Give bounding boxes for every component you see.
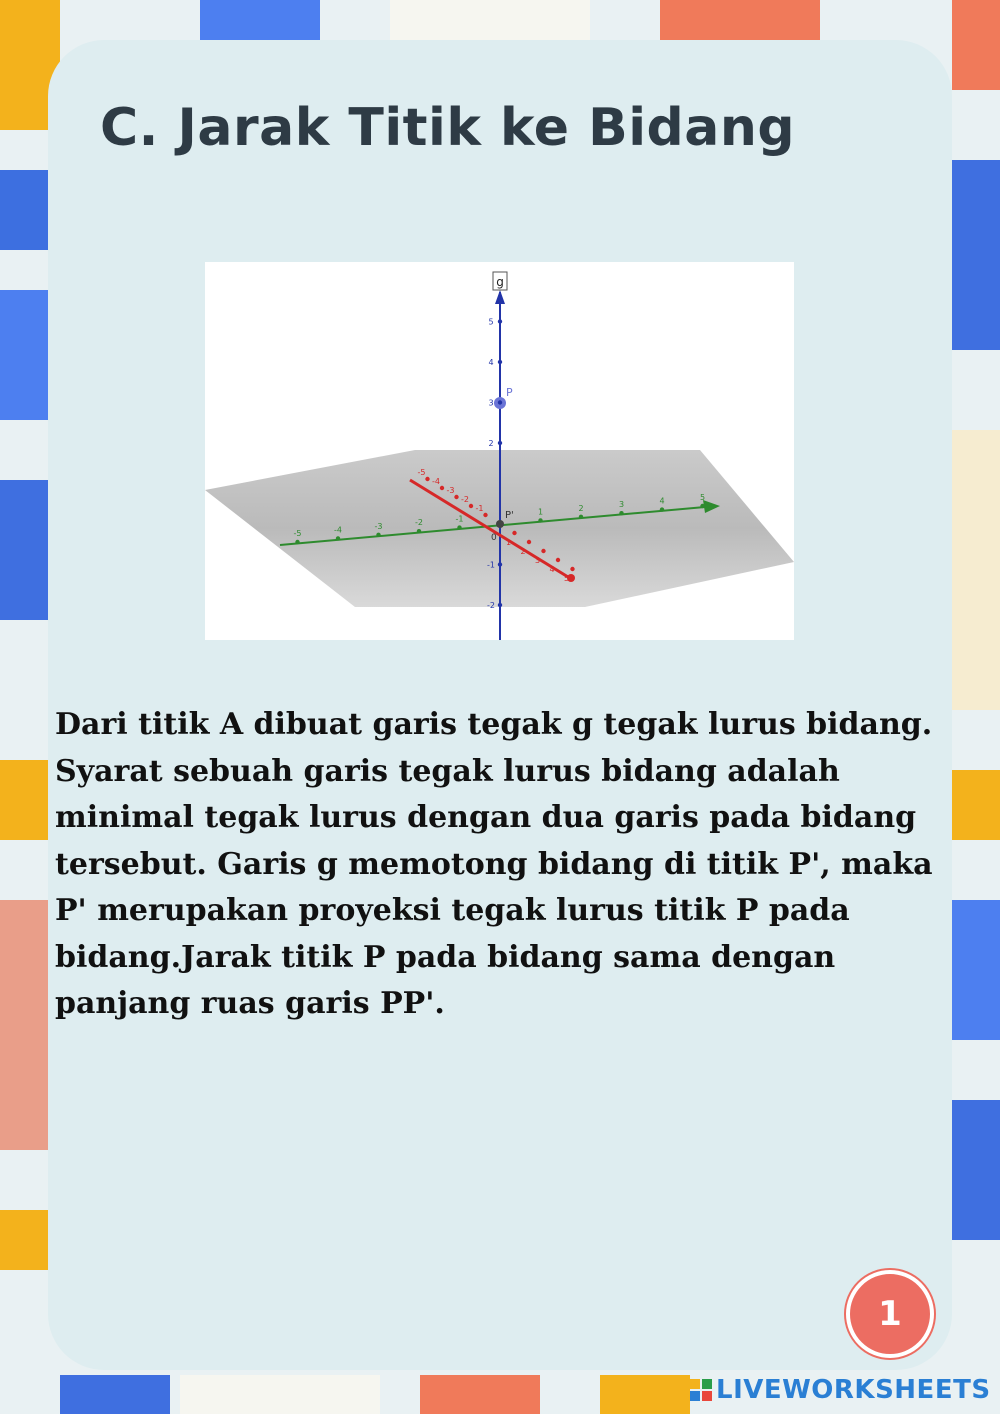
red-axis-tick-label: -5: [417, 468, 426, 477]
red-axis-tick-label: 5: [563, 574, 570, 583]
green-axis-tick-label: 2: [578, 503, 584, 513]
deco-shape: [952, 1100, 1000, 1240]
vertical-axis-tick-label: 5: [488, 317, 494, 327]
red-axis-tick: [512, 531, 516, 535]
green-axis-tick-label: 1: [537, 507, 544, 517]
green-axis-tick: [295, 540, 299, 544]
point-p-label: P: [506, 386, 513, 399]
green-axis-tick: [336, 536, 340, 540]
deco-shape: [60, 1375, 170, 1414]
green-axis-tick: [376, 533, 380, 537]
red-axis-tick-label: 4: [549, 565, 555, 574]
red-axis-tick: [541, 549, 545, 553]
green-axis-tick-label: -1: [455, 514, 464, 524]
vertical-axis-tick: [498, 360, 502, 364]
deco-shape: [952, 160, 1000, 350]
deco-grid-paper: [390, 0, 590, 40]
deco-shape: [200, 0, 320, 40]
red-axis-tick: [425, 477, 429, 481]
deco-shape: [952, 900, 1000, 1040]
green-axis-tick: [579, 515, 583, 519]
page-number-badge: 1: [846, 1270, 934, 1358]
line-g-arrow: [495, 290, 505, 304]
vertical-axis-tick: [498, 441, 502, 445]
green-axis-tick: [660, 507, 664, 511]
deco-ruler: [952, 430, 1000, 710]
deco-shape: [952, 770, 1000, 840]
brand-text: LIVEWORKSHEETS: [716, 1375, 991, 1405]
origin-label: 0: [491, 533, 497, 543]
green-axis-tick: [457, 525, 461, 529]
green-axis-tick: [619, 511, 623, 515]
point-p-prime-label: P': [505, 510, 514, 521]
green-axis-tick-label: 5: [699, 493, 706, 502]
vertical-axis-tick-label: 4: [488, 358, 494, 367]
deco-shape: [660, 0, 820, 40]
vertical-axis-tick: [498, 400, 502, 404]
green-axis-tick-label: -4: [334, 525, 342, 535]
vertical-axis-tick-label: -1: [487, 560, 495, 570]
deco-shape: [600, 1375, 690, 1414]
line-g-label: g: [496, 275, 504, 289]
deco-abacus: [0, 900, 48, 1150]
green-axis-tick-label: -3: [374, 521, 383, 531]
red-axis-tick-label: -3: [446, 486, 455, 495]
green-axis-tick-label: 3: [618, 500, 625, 510]
red-axis-tick: [556, 558, 560, 562]
red-axis-tick: [570, 567, 574, 571]
vertical-axis-tick: [498, 319, 502, 323]
red-axis-tick: [469, 504, 473, 508]
red-axis-tick: [454, 495, 458, 499]
red-axis-tick: [483, 513, 487, 517]
page-title: C. Jarak Titik ke Bidang: [100, 98, 796, 158]
deco-shape: [0, 1210, 48, 1270]
point-p-prime: [496, 520, 504, 528]
vertical-axis-tick: [498, 603, 502, 607]
deco-shape: [0, 760, 48, 840]
deco-shape: [0, 290, 48, 420]
green-axis-tick-label: -5: [293, 529, 302, 538]
deco-shape: [0, 480, 48, 620]
vertical-axis-tick-label: -2: [487, 601, 495, 610]
vertical-axis-tick: [498, 562, 502, 566]
deco-grid-paper: [180, 1375, 380, 1414]
red-axis-tick-label: -4: [432, 477, 440, 486]
vertical-axis-tick-label: 3: [488, 398, 494, 408]
deco-shape: [952, 0, 1000, 90]
vertical-axis-tick-label: 2: [488, 439, 494, 448]
green-axis-tick: [538, 518, 542, 522]
deco-shape: [0, 170, 48, 250]
deco-shape: [420, 1375, 540, 1414]
brand-logo-icon: [690, 1379, 712, 1401]
brand-watermark: [690, 1372, 991, 1408]
green-axis-tick: [700, 504, 704, 508]
red-axis-tick: [527, 540, 531, 544]
red-axis-tick-label: 3: [534, 556, 541, 565]
red-axis-tick-label: 2: [520, 547, 526, 556]
plane-diagram-svg: [205, 262, 794, 640]
red-axis-tick: [440, 486, 444, 490]
body-paragraph: Dari titik A dibuat garis tegak g tegak lurus bidang. Syarat sebuah garis tegak lurus bidang adalah minimal tegak lurus dengan dua garis pada bidang tersebut. Garis g memotong bidang di titik P', maka P' merupakan proyeksi tegak lurus titik P pada bidang.Jarak titik P pada bidang sama dengan panjang ruas garis PP'.: [55, 707, 933, 1021]
red-axis-tick-label: 1: [505, 538, 512, 547]
green-axis-tick-label: 4: [659, 496, 665, 506]
red-axis-tick-label: -2: [461, 495, 469, 504]
green-axis-tick-label: -2: [415, 518, 423, 528]
green-axis-tick: [417, 529, 421, 533]
red-axis-tick-label: -1: [475, 504, 484, 513]
plane-diagram: [205, 262, 794, 640]
